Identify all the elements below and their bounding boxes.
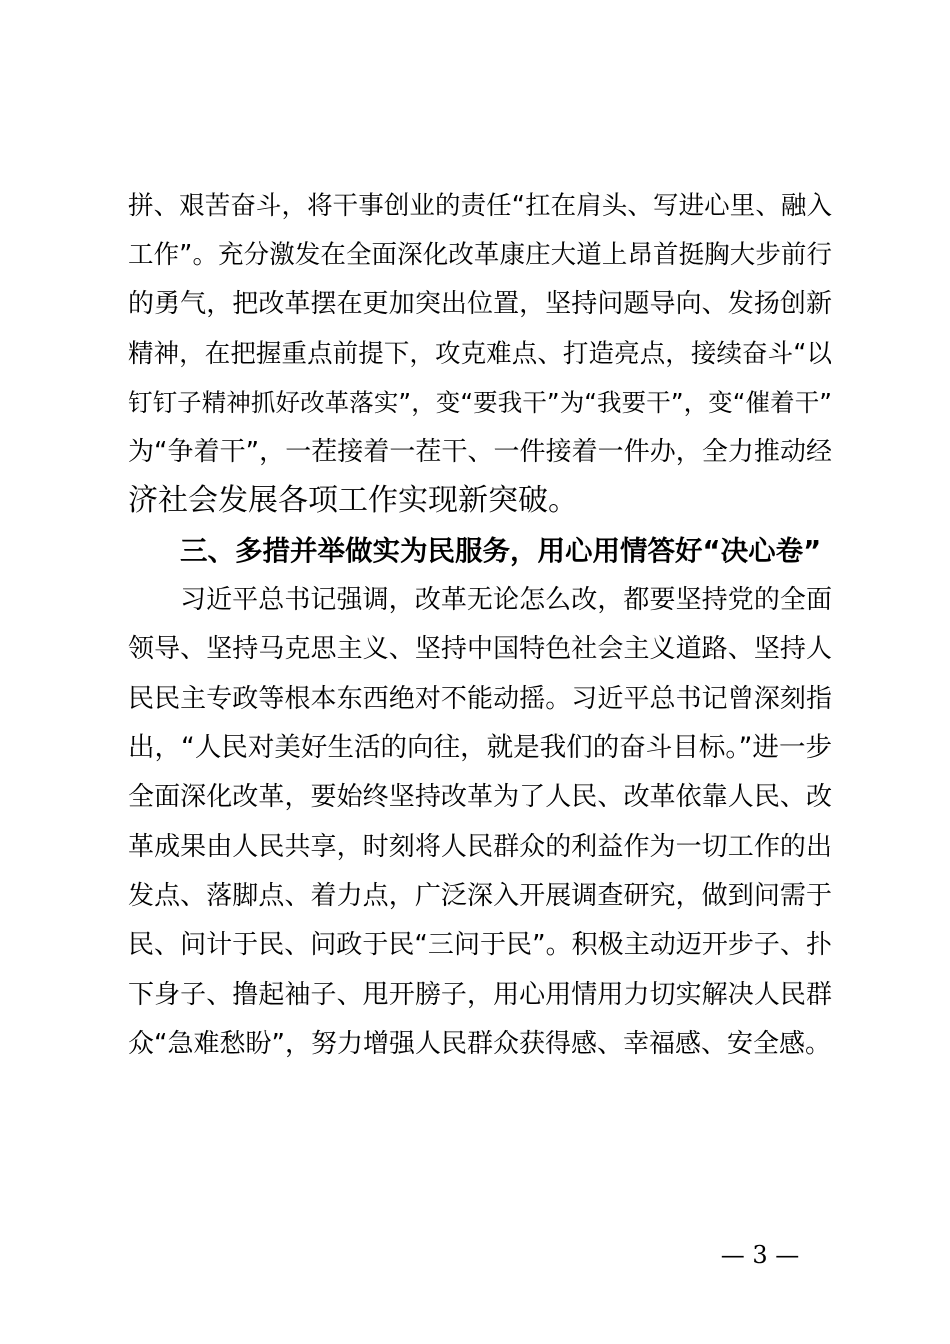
paragraph-line: 下身子、撸起袖子、甩开膀子，用心用情用力切实解决人民群 <box>128 980 832 1010</box>
section-heading: 三、多措并举做实为民服务，用心用情答好“决心卷” <box>180 535 822 567</box>
paragraph-line: 工作”。充分激发在全面深化改革康庄大道上昂首挺胸大步前行 <box>128 240 832 270</box>
page-number: — 3 — <box>720 1241 800 1269</box>
paragraph-line: 众“急难愁盼”，努力增强人民群众获得感、幸福感、安全感。 <box>128 1029 831 1059</box>
paragraph-line: 出，“人民对美好生活的向往，就是我们的奋斗目标。”进一步 <box>128 732 832 763</box>
paragraph-line: 拼、艰苦奋斗，将干事创业的责任“扛在肩头、写进心里、融入 <box>128 191 832 221</box>
paragraph-line: 民、问计于民、问政于民“三问于民”。积极主动迈开步子、扑 <box>128 930 832 960</box>
paragraph-line: 为“争着干”，一茬接着一茬干、一件接着一件办，全力推动经 <box>128 437 832 467</box>
paragraph-line: 钉钉子精神抓好改革落实”，变“要我干”为“我要干”，变“催着干” <box>128 388 832 417</box>
paragraph-line: 济社会发展各项工作实现新突破。 <box>128 483 578 518</box>
paragraph-line: 全面深化改革，要始终坚持改革为了人民、改革依靠人民、改 <box>128 782 832 812</box>
paragraph-line: 发点、落脚点、着力点，广泛深入开展调查研究，做到问需于 <box>128 881 832 911</box>
paragraph-line: 习近平总书记强调，改革无论怎么改，都要坚持党的全面 <box>180 585 832 615</box>
paragraph-line: 精神，在把握重点前提下，攻克难点、打造亮点，接续奋斗“以 <box>128 339 832 369</box>
paragraph-line: 革成果由人民共享，时刻将人民群众的利益作为一切工作的出 <box>128 832 832 862</box>
paragraph-line: 领导、坚持马克思主义、坚持中国特色社会主义道路、坚持人 <box>128 634 832 664</box>
paragraph-line: 民民主专政等根本东西绝对不能动摇。习近平总书记曾深刻指 <box>128 684 832 714</box>
paragraph-line: 的勇气，把改革摆在更加突出位置，坚持问题导向、发扬创新 <box>128 289 832 319</box>
